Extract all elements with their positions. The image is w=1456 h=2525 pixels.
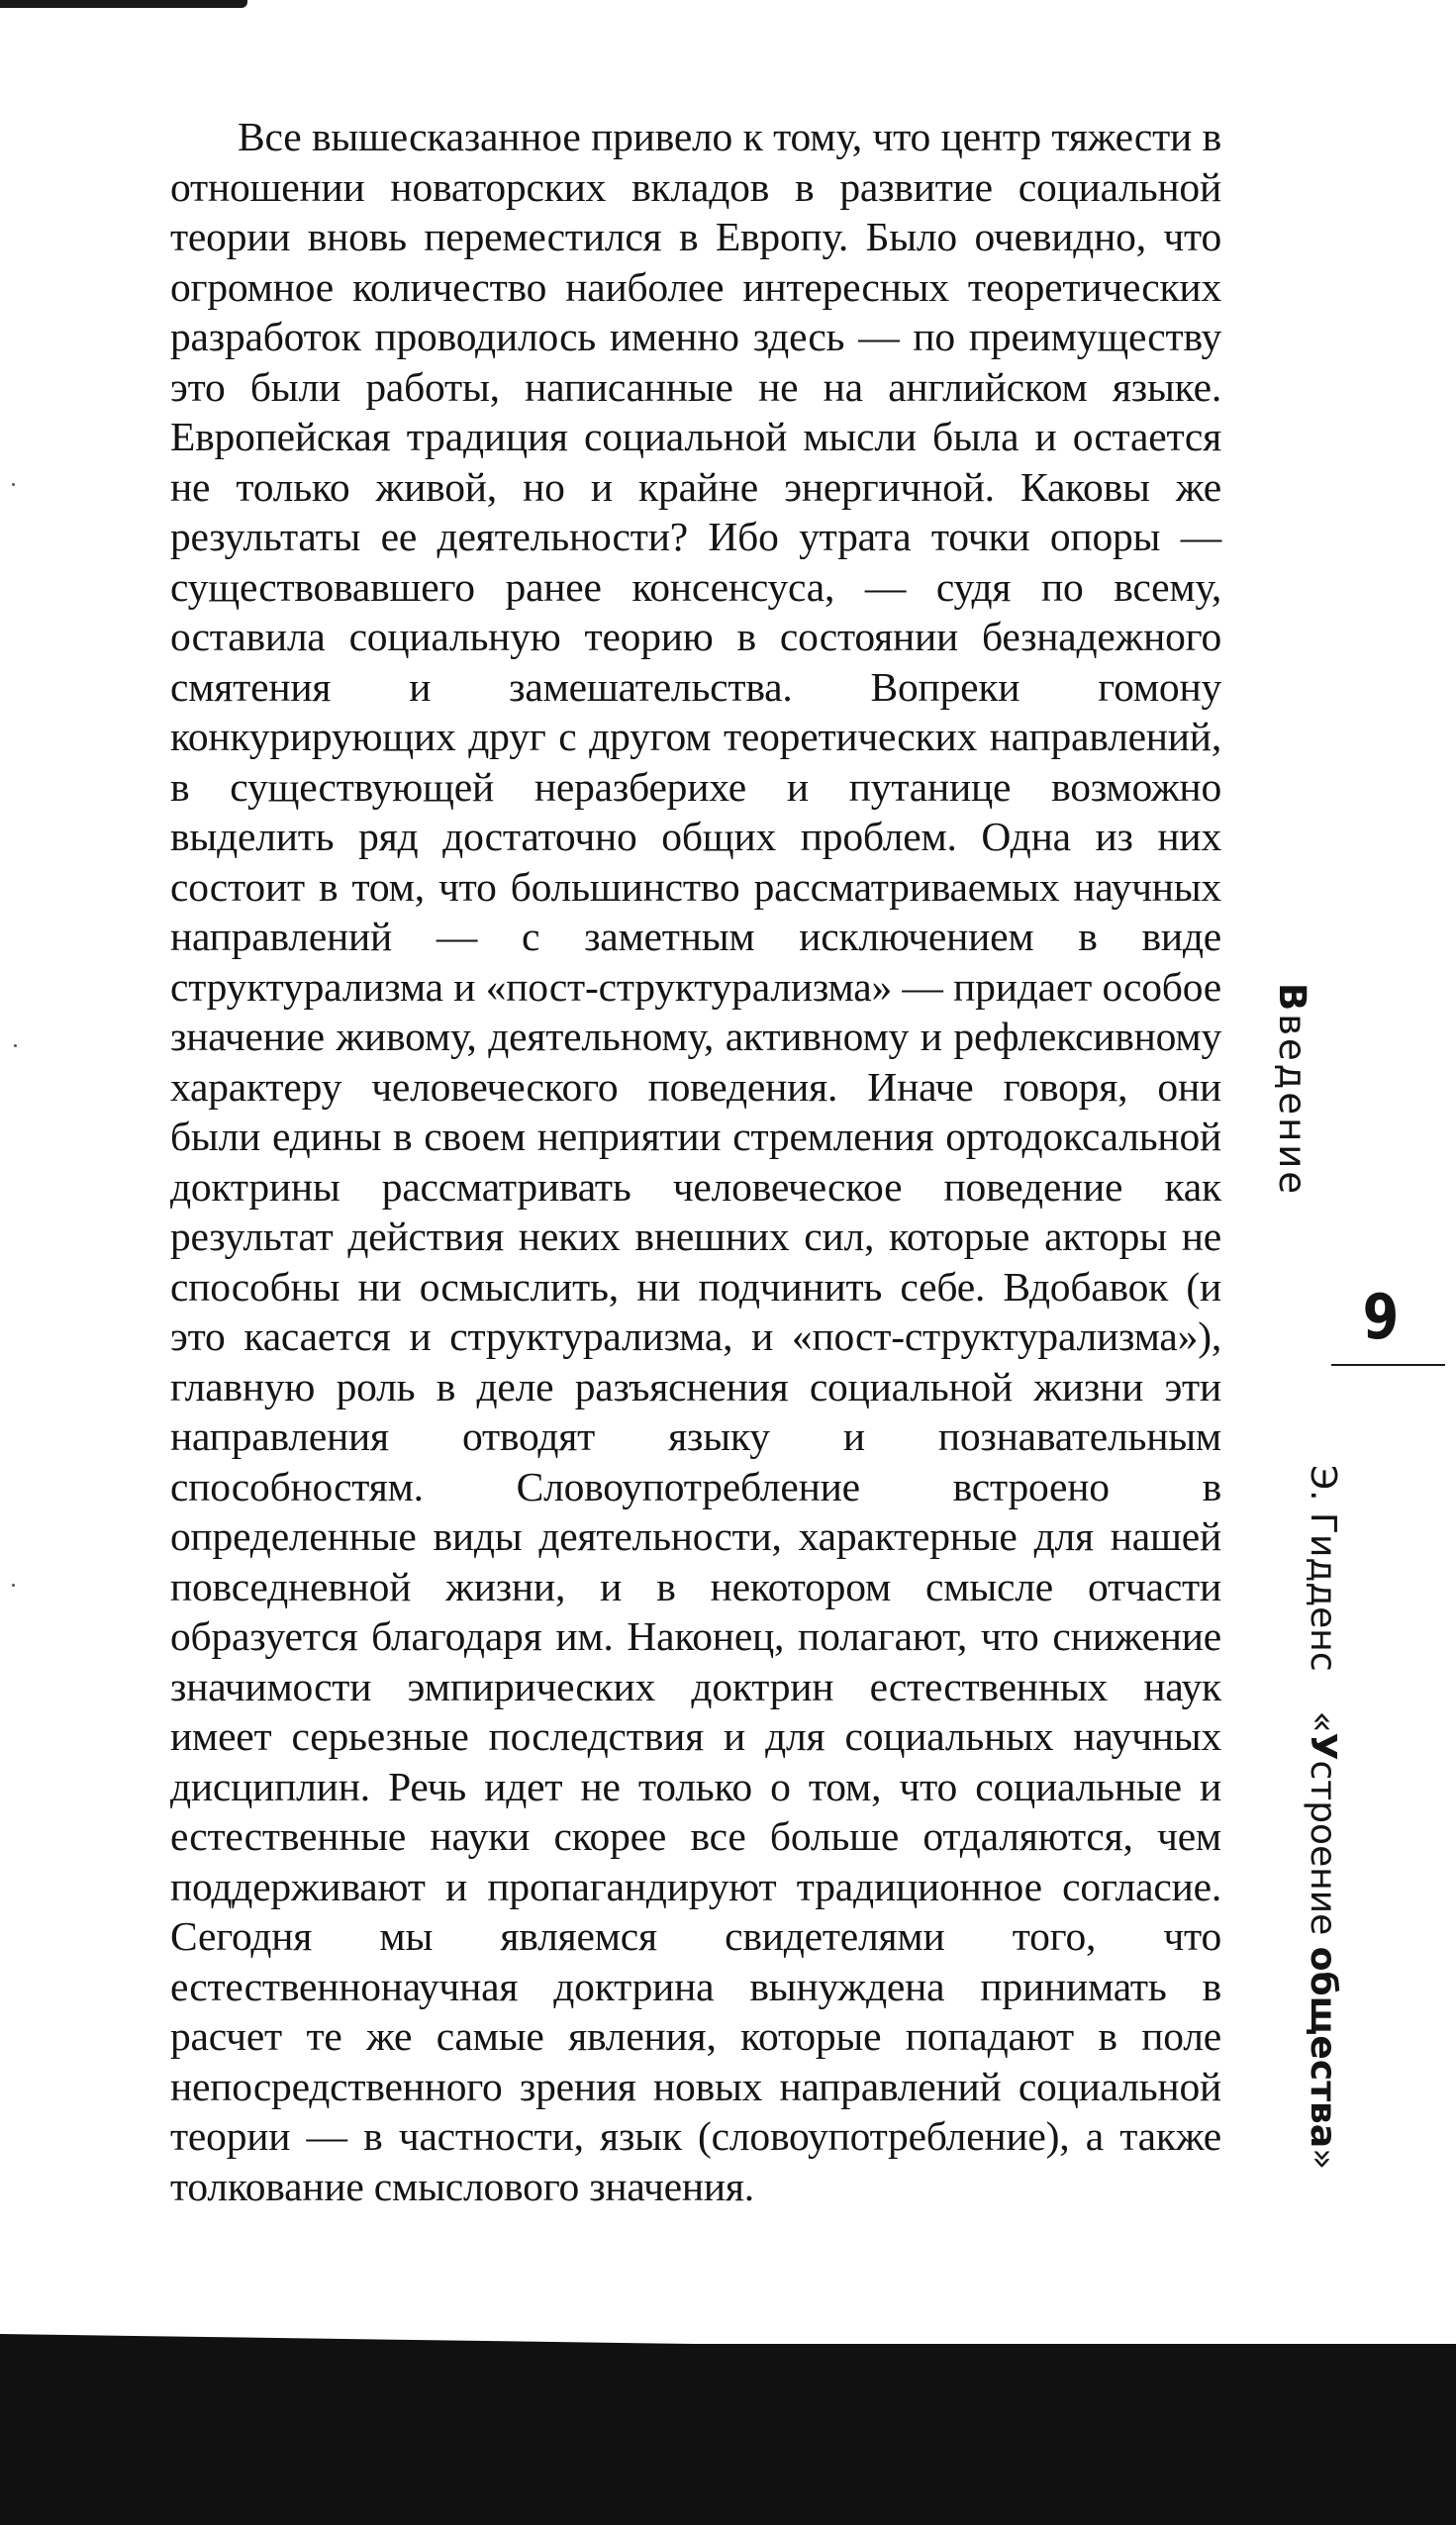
running-header-section xyxy=(1270,983,1313,1197)
book-title-initial: У xyxy=(1303,1732,1343,1761)
book-title-quote-open: « xyxy=(1303,1710,1343,1733)
top-edge-shadow xyxy=(0,0,247,8)
book-title-word2: общества xyxy=(1303,1946,1343,2149)
section-rest: ведение xyxy=(1271,1014,1313,1198)
scan-speck xyxy=(14,1044,17,1047)
book-title-word1-rest: строение xyxy=(1303,1760,1343,1936)
book-title-quote-close: » xyxy=(1303,2148,1343,2171)
page-number: 9 xyxy=(1362,1281,1400,1353)
bottom-scan-shadow xyxy=(0,2344,1456,2525)
running-header-book xyxy=(1301,1465,1344,2170)
section-initial: В xyxy=(1271,983,1313,1015)
page-number-rule xyxy=(1331,1364,1445,1366)
scan-speck xyxy=(12,1584,15,1587)
author-name: Э. Гидденс xyxy=(1303,1465,1343,1672)
body-paragraph: Все вышесказанное привело к тому, что центр тяжести в отношении новаторских вкладов в развитие социальной теории вновь переместился в Европу. Было очевидно, что огромное количество наиболее интересных теоретических разработок проводилось именно здесь — по преимуществу это были работы, написанные не на английском языке. Европейская традиция социальной мысли была и остается не только живой, но и крайне энергичной. Каковы же результаты ее деятельности? Ибо утрата точки опоры — существовавшего ранее консенсуса, — судя по всему, оставила социальную теорию в состоянии безнадежного смятения и замешательства. Вопреки гомону конкурирующих друг с другом теоретических направлений, в существующей неразберихе и путанице возможно выделить ряд достаточно общих проблем. Одна из них состоит в том, что большинство рассматриваемых научных направлений — с заметным исключением в виде структурализма и «пост-структурализма» — придает особое значение живому, деятельному, активному и рефлексивному характеру человеческого поведения. Иначе говоря, они были едины в своем неприятии стремления ортодоксальной доктрины рассматривать человеческое поведение как результат действия неких внешних сил, которые акторы не способны ни осмыслить, ни подчинить себе. Вдобавок (и это касается и структурализма, и «пост-структурализма»), главную роль в деле разъяснения социальной жизни эти направления отводят языку и познавательным способностям. Словоупотребление встроено в определенные виды деятельности, характерные для нашей повседневной жизни, и в некотором смысле отчасти образуется благодаря им. Наконец, полагают, что снижение значимости эмпирических доктрин естественных наук имеет серьезные последствия и для социальных научных дисциплин. Речь идет не только о том, что социальные и естественные науки скорее все больше отдаляются, чем поддерживают и пропагандируют традиционное согласие. Сегодня мы являемся свидетелями того, что естественнонаучная доктрина вынуждена принимать в расчет те же самые явления, которые попадают в поле непосредственного зрения новых направлений социальной теории — в частности, язык (словоупотребление), а также толкование смыслового значения. xyxy=(170,114,1221,2209)
scan-speck xyxy=(12,483,15,486)
